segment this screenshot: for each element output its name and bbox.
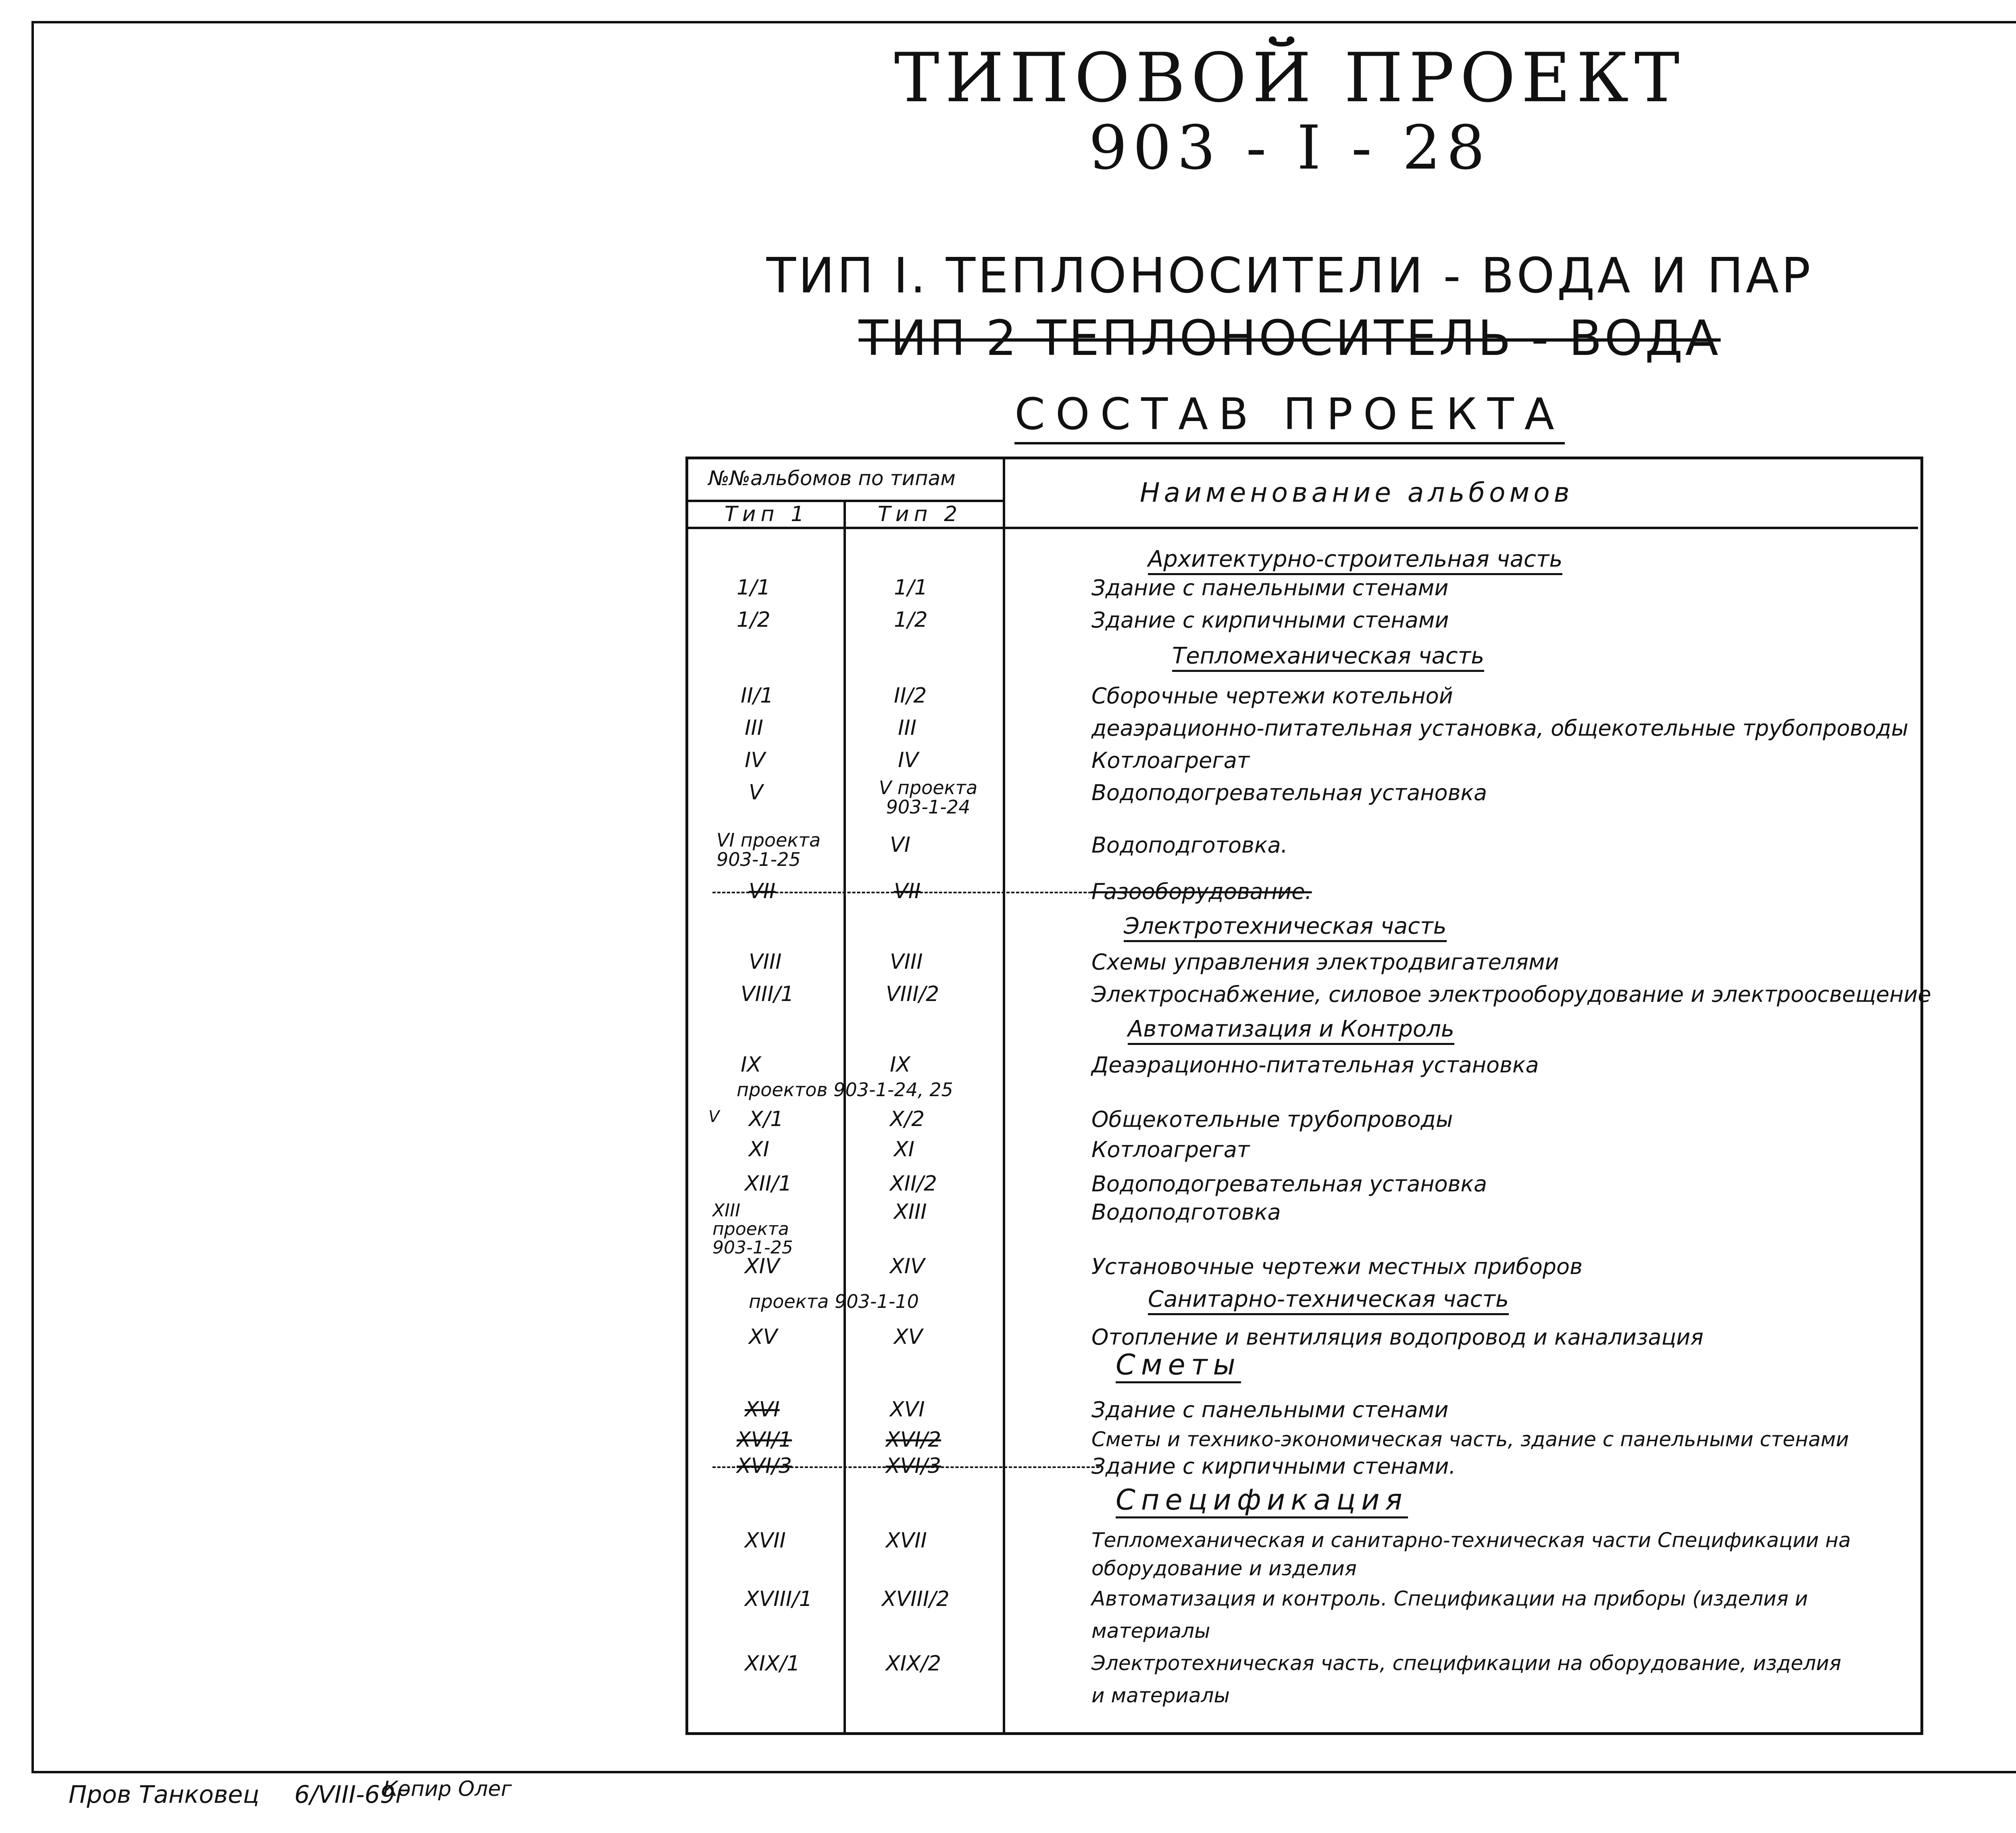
project-number: 903 - I - 28 <box>1089 113 1491 183</box>
row5-t1: IV <box>745 748 765 772</box>
header-type1: Тип 1 <box>725 502 809 526</box>
row2-t1: 1/2 <box>737 608 771 632</box>
section-architecture: Архитектурно-строительная часть <box>1148 548 1562 575</box>
note-ix: проектов 903-1-24, 25 <box>737 1079 953 1101</box>
row10-name: Электроснабжение, силовое электрооборудование и электроосвещение <box>1091 982 1931 1007</box>
row19-name: Сметы и технико-экономическая часть, здание с панельными стенами <box>1091 1428 1849 1451</box>
row9-t2: VIII <box>890 950 923 974</box>
row12-name: Общекотельные трубопроводы <box>1091 1107 1453 1132</box>
row11-name: Деаэрационно-питательная установка <box>1091 1052 1539 1078</box>
row14-name: Водоподогревательная установка <box>1091 1171 1487 1197</box>
note-ix-mark: V <box>708 1107 720 1126</box>
row16-t2: XIV <box>890 1254 925 1278</box>
row21-name-cont: оборудование и изделия <box>1091 1557 1357 1580</box>
row14-t2: XII/2 <box>890 1172 937 1196</box>
row18-t1: XVI <box>745 1397 780 1422</box>
row20-t1: XVI/3 <box>737 1454 792 1478</box>
row7-t2: VI <box>890 833 910 857</box>
row14-t1: XII/1 <box>745 1172 792 1196</box>
type-2-line: ТИП 2 ТЕПЛОНОСИТЕЛЬ - ВОДА <box>858 311 1721 367</box>
row19-t1: XVI/1 <box>737 1428 792 1452</box>
row11-t1: IX <box>741 1053 761 1077</box>
row4-t1: III <box>745 716 764 740</box>
row9-name: Схемы управления электродвигателями <box>1091 949 1559 975</box>
row12-t2: X/2 <box>890 1107 925 1131</box>
row5-t2: IV <box>898 748 918 772</box>
row18-t2: XVI <box>890 1397 925 1422</box>
row12-t1: X/1 <box>749 1107 784 1131</box>
section-thermal: Тепломеханическая часть <box>1172 645 1484 672</box>
column-divider-name <box>1003 459 1005 1732</box>
row11-t2: IX <box>890 1053 910 1077</box>
footer-checker: Пров Танковец <box>69 1781 260 1809</box>
row8-t1: VII <box>749 879 776 903</box>
header-type2: Тип 2 <box>878 502 962 526</box>
section-estimates: Сметы <box>1116 1351 1241 1383</box>
row22-t1: XVIII/1 <box>745 1587 812 1611</box>
row13-t2: XI <box>894 1137 914 1162</box>
row6-t1: V <box>749 780 763 805</box>
row4-name: деаэрационно-питательная установка, общекотельные трубопроводы <box>1091 715 1909 741</box>
row19-t2: XVI/2 <box>886 1428 941 1452</box>
header-name: Наименование альбомов <box>1140 477 1574 508</box>
row8-t2: VII <box>894 879 921 903</box>
header-group: №№альбомов по типам <box>708 467 956 490</box>
footer-date: 6/VIII-69г <box>294 1781 408 1809</box>
row1-name: Здание с панельными стенами <box>1091 575 1449 601</box>
row21-t1: XVII <box>745 1529 786 1553</box>
row15-t1: XIII проекта 903-1-25 <box>712 1200 793 1258</box>
section-specification: Спецификация <box>1116 1486 1408 1518</box>
row4-t2: III <box>898 716 917 740</box>
row7-name: Водоподготовка. <box>1091 832 1288 858</box>
header-divider <box>688 527 1918 529</box>
row2-name: Здание с кирпичными стенами <box>1091 607 1449 633</box>
section-automation: Автоматизация и Контроль <box>1128 1018 1454 1045</box>
row7-t1: VI проекта 903-1-25 <box>716 829 821 870</box>
row3-name: Сборочные чертежи котельной <box>1091 683 1453 709</box>
row13-t1: XI <box>749 1137 769 1162</box>
row10-t1: VIII/1 <box>741 982 794 1006</box>
row18-name: Здание с панельными стенами <box>1091 1397 1449 1422</box>
row17-t2: XV <box>894 1325 923 1349</box>
row20-name: Здание с кирпичными стенами. <box>1091 1453 1456 1479</box>
row22-name-cont: материалы <box>1091 1619 1210 1643</box>
note-xv: проекта 903-1-10 <box>749 1291 919 1312</box>
row22-t2: XVIII/2 <box>882 1587 950 1611</box>
row8-name: Газооборудование. <box>1091 879 1312 904</box>
row16-name: Установочные чертежи местных приборов <box>1091 1254 1583 1279</box>
row20-t2: XVI/3 <box>886 1454 941 1478</box>
row3-t2: II/2 <box>894 684 927 708</box>
row3-t1: II/1 <box>741 684 774 708</box>
row17-name: Отопление и вентиляция водопровод и канализация <box>1091 1324 1704 1350</box>
page-title: ТИПОВОЙ ПРОЕКТ <box>894 38 1685 117</box>
row21-t2: XVII <box>886 1529 927 1553</box>
row23-t2: XIX/2 <box>886 1652 941 1676</box>
row23-t1: XIX/1 <box>745 1652 800 1676</box>
type-1-line: ТИП I. ТЕПЛОНОСИТЕЛИ - ВОДА И ПАР <box>766 248 1813 304</box>
row2-t2: 1/2 <box>894 608 928 632</box>
row13-name: Котлоагрегат <box>1091 1137 1250 1162</box>
row23-name: Электротехническая часть, спецификации на оборудование, изделия <box>1091 1652 1841 1675</box>
row6-name: Водоподогревательная установка <box>1091 780 1487 805</box>
row1-t2: 1/1 <box>894 576 928 600</box>
column-divider-type <box>843 500 846 1732</box>
footer-copy: Копир Олег <box>383 1777 512 1801</box>
row6-t2: V проекта 903-1-24 <box>879 777 978 818</box>
row15-name: Водоподготовка <box>1091 1199 1281 1225</box>
composition-heading <box>0 389 2016 440</box>
row9-t1: VIII <box>749 950 782 974</box>
row22-name: Автоматизация и контроль. Спецификации на приборы (изделия и <box>1091 1587 1808 1610</box>
composition-table <box>685 457 1931 1735</box>
row5-name: Котлоагрегат <box>1091 748 1250 773</box>
section-sanitary: Санитарно-техническая часть <box>1148 1288 1509 1315</box>
row15-t2: XIII <box>894 1200 927 1224</box>
row16-t1: XIV <box>745 1254 780 1278</box>
row23-name-cont: и материалы <box>1091 1684 1230 1707</box>
row21-name: Тепломеханическая и санитарно-техническая части Спецификации на <box>1091 1529 1851 1552</box>
row17-t1: XV <box>749 1325 778 1349</box>
section-electrical: Электротехническая часть <box>1124 915 1447 942</box>
row10-t2: VIII/2 <box>886 982 939 1006</box>
row1-t1: 1/1 <box>737 576 771 600</box>
composition-heading-text: СОСТАВ ПРОЕКТА <box>1014 389 1564 444</box>
